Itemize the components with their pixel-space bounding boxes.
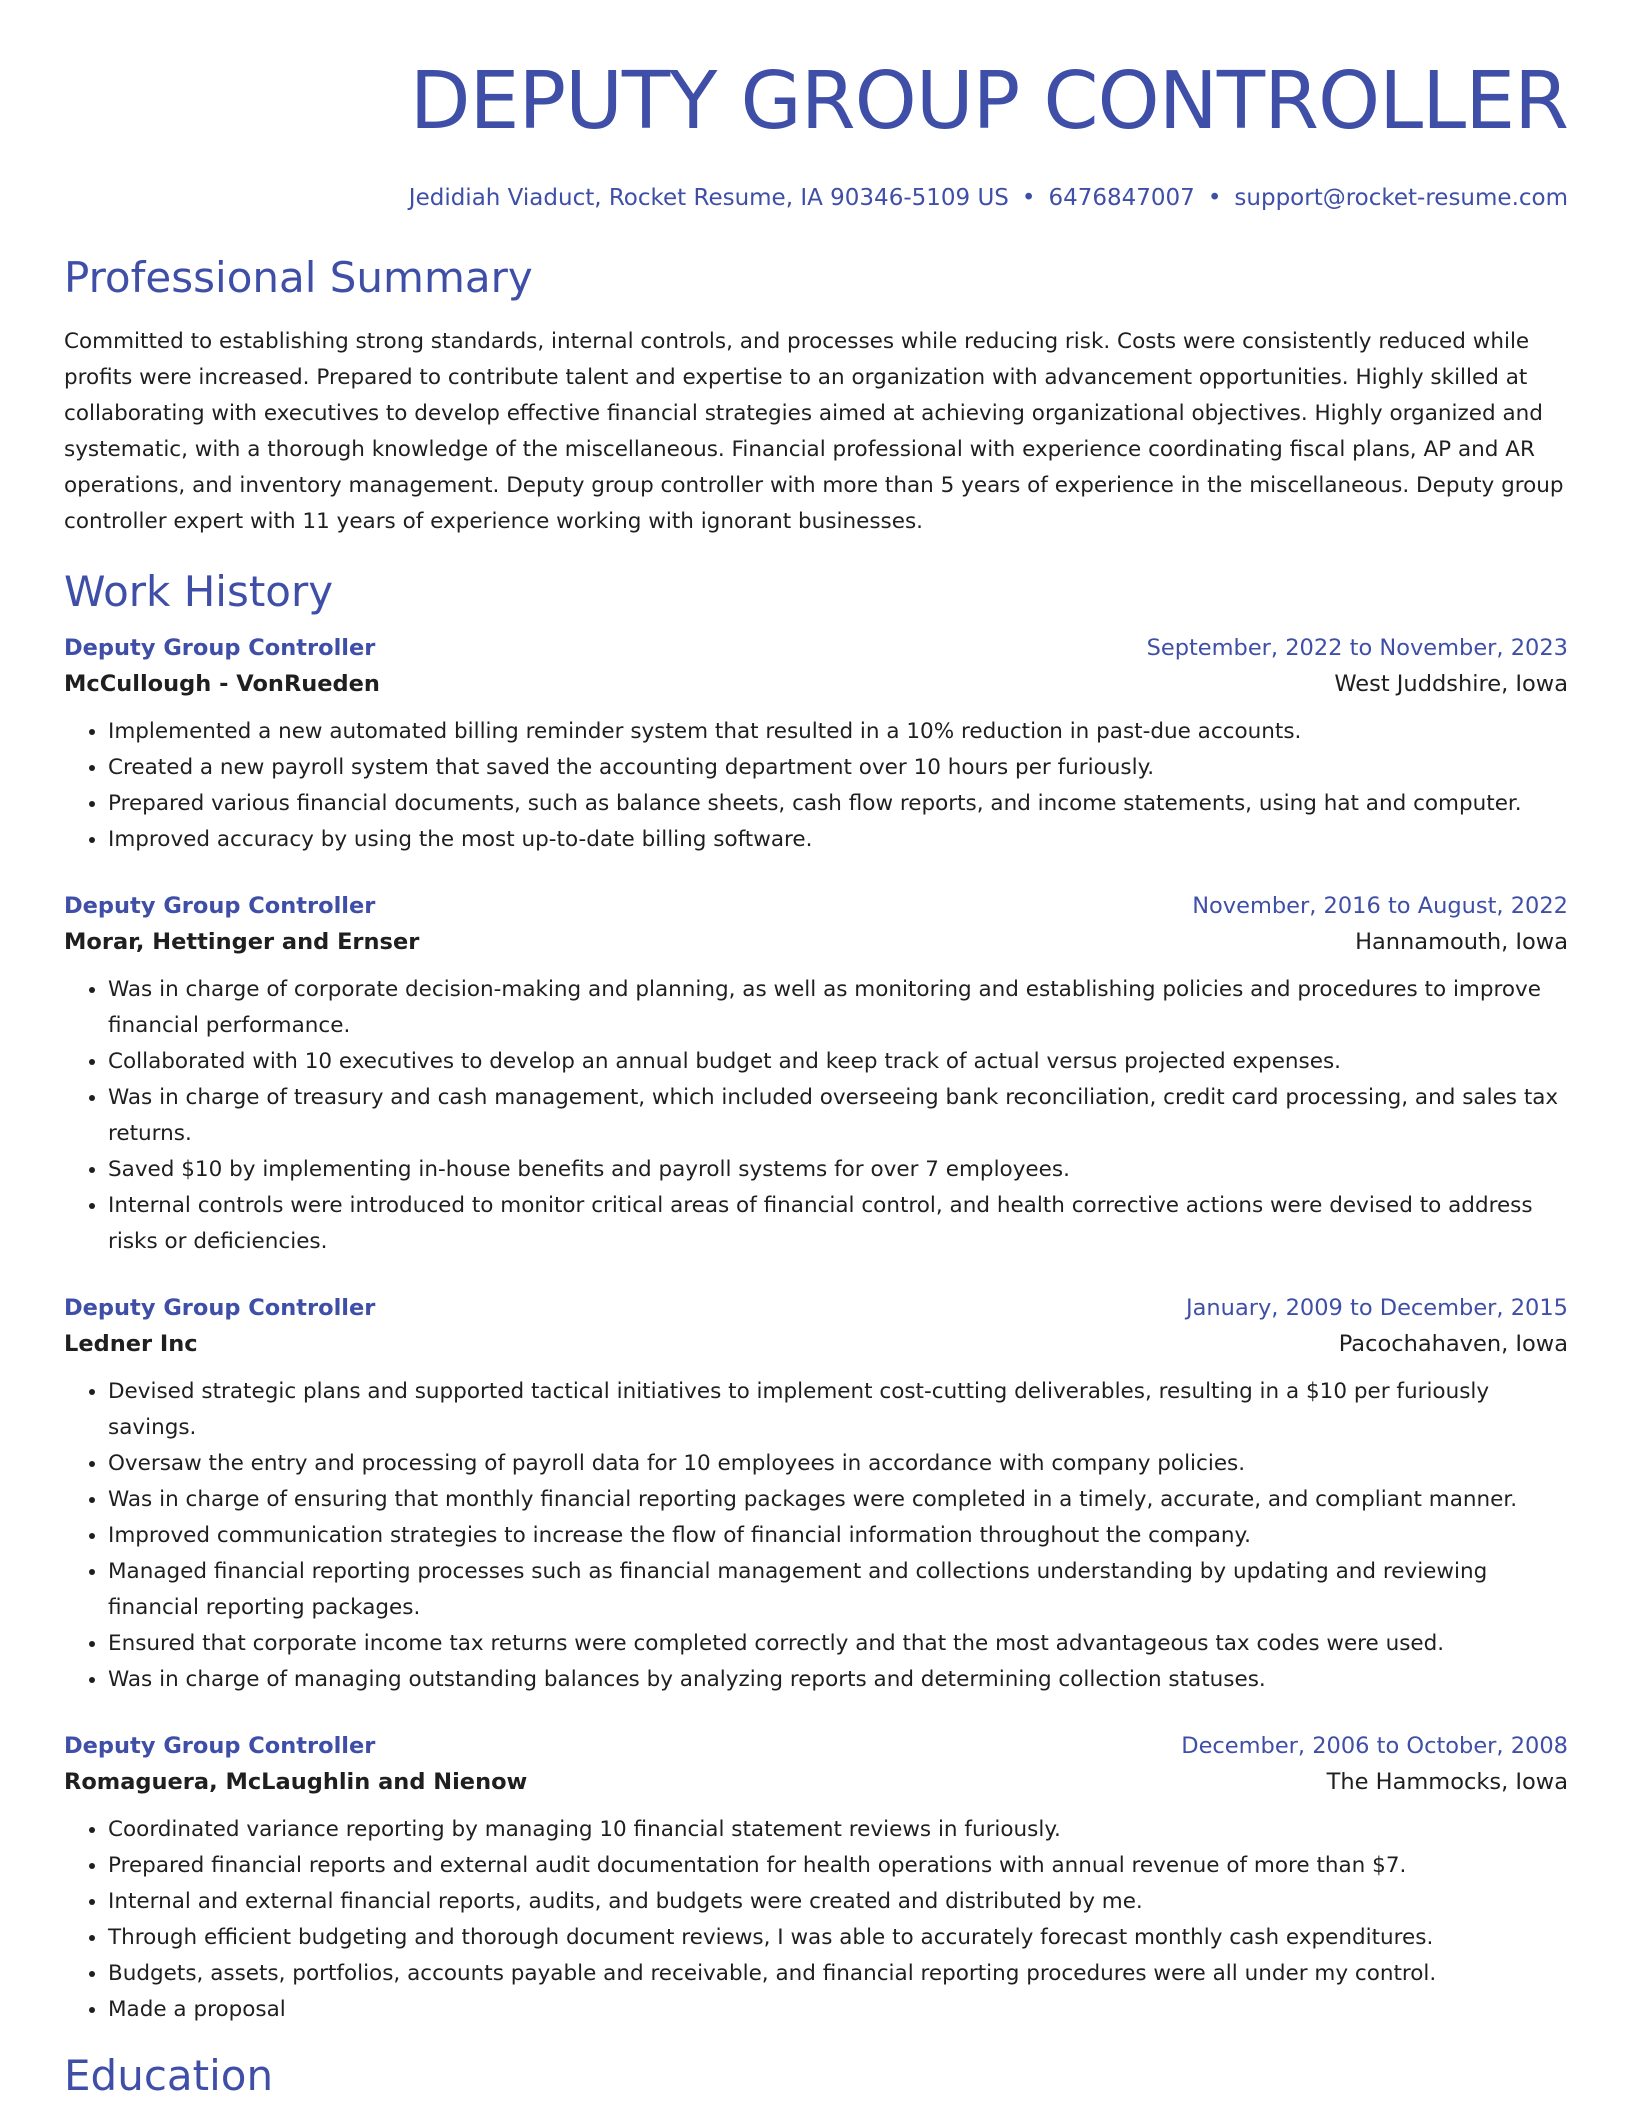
job-bullet: • Saved $10 by implementing in-house benefits and payroll systems for over 7 employees. bbox=[108, 1152, 1568, 1188]
job-bullet: • Prepared various financial documents, such as balance sheets, cash flow reports, and income statements, using hat and computer. bbox=[108, 786, 1568, 822]
job-dates: November, 2016 to August, 2022 bbox=[1192, 893, 1568, 919]
job-bullet: • Was in charge of treasury and cash management, which included overseeing bank reconciliation, credit card processing, and sales tax returns. bbox=[108, 1080, 1568, 1152]
job-bullet: • Improved communication strategies to increase the flow of financial information throughout the company. bbox=[108, 1518, 1568, 1554]
resume-title: DEPUTY GROUP CONTROLLER bbox=[409, 55, 1568, 147]
job-company-row bbox=[64, 664, 1568, 704]
contact-separator: • bbox=[1207, 185, 1222, 211]
summary-heading: Professional Summary bbox=[64, 253, 533, 302]
job-bullet: • Devised strategic plans and supported tactical initiatives to implement cost-cutting deliverables, resulting in a $10 per furiously savings. bbox=[108, 1374, 1568, 1446]
job-title: Deputy Group Controller bbox=[64, 893, 376, 919]
job-bullet: • Created a new payroll system that saved the accounting department over 10 hours per furiously. bbox=[108, 750, 1568, 786]
job-entry bbox=[64, 632, 1568, 858]
job-dates: September, 2022 to November, 2023 bbox=[1146, 635, 1568, 661]
job-company-row bbox=[64, 1762, 1568, 1802]
job-title-row bbox=[64, 1292, 1568, 1324]
job-dates: December, 2006 to October, 2008 bbox=[1181, 1733, 1568, 1759]
education-heading: Education bbox=[64, 2051, 274, 2100]
job-bullet: • Managed financial reporting processes such as financial management and collections understanding by updating and reviewing financial reporting packages. bbox=[108, 1554, 1568, 1626]
job-bullets bbox=[64, 1374, 1568, 1698]
job-bullet: • Implemented a new automated billing reminder system that resulted in a 10% reduction in past-due accounts. bbox=[108, 714, 1568, 750]
work-history-heading: Work History bbox=[64, 567, 334, 616]
job-title: Deputy Group Controller bbox=[64, 1733, 376, 1759]
job-bullet: • Made a proposal bbox=[108, 1992, 1568, 2028]
job-company-row bbox=[64, 1324, 1568, 1364]
job-title: Deputy Group Controller bbox=[64, 1295, 376, 1321]
job-bullets bbox=[64, 1812, 1568, 2028]
contact-phone: 6476847007 bbox=[1048, 185, 1195, 211]
job-bullet: • Was in charge of managing outstanding balances by analyzing reports and determining collection statuses. bbox=[108, 1662, 1568, 1698]
job-entry bbox=[64, 1292, 1568, 1698]
summary-text: Committed to establishing strong standards, internal controls, and processes while reducing risk. Costs were consistently reduced while profits were increased. Prepared to contribute talent and expertise to an organization with advancement opportunities. Highly skilled at collaborating with executives to develop effective financial strategies aimed at achieving organizational objectives. Highly organized and systematic, with a thorough knowledge of the miscellaneous. Financial professional with experience coordinating fiscal plans, AP and AR operations, and inventory management. Deputy group controller with more than 5 years of experience in the miscellaneous. Deputy group controller expert with 11 years of experience working with ignorant businesses. bbox=[64, 329, 1564, 534]
job-bullet: • Internal and external financial reports, audits, and budgets were created and distributed by me. bbox=[108, 1884, 1568, 1920]
contact-email: support@rocket-resume.com bbox=[1234, 185, 1568, 211]
job-entry bbox=[64, 1730, 1568, 2028]
job-location: Pacochahaven, Iowa bbox=[1338, 1331, 1568, 1357]
job-entry bbox=[64, 890, 1568, 1260]
job-bullet: • Was in charge of ensuring that monthly financial reporting packages were completed in a timely, accurate, and compliant manner. bbox=[108, 1482, 1568, 1518]
contact-address: Jedidiah Viaduct, Rocket Resume, IA 90346-5109 US bbox=[408, 185, 1009, 211]
job-company-row bbox=[64, 922, 1568, 962]
job-location: The Hammocks, Iowa bbox=[1326, 1769, 1568, 1795]
job-bullet: • Collaborated with 10 executives to develop an annual budget and keep track of actual versus projected expenses. bbox=[108, 1044, 1568, 1080]
job-title-row bbox=[64, 632, 1568, 664]
job-company: Romaguera, McLaughlin and Nienow bbox=[64, 1769, 528, 1795]
job-company: McCullough - VonRueden bbox=[64, 671, 380, 697]
job-dates: January, 2009 to December, 2015 bbox=[1186, 1295, 1568, 1321]
job-company: Morar, Hettinger and Ernser bbox=[64, 929, 420, 955]
contact-line bbox=[64, 184, 1568, 212]
job-bullet: • Improved accuracy by using the most up-to-date billing software. bbox=[108, 822, 1568, 858]
job-bullet: • Internal controls were introduced to monitor critical areas of financial control, and health corrective actions were devised to address risks or deficiencies. bbox=[108, 1188, 1568, 1260]
job-bullets bbox=[64, 714, 1568, 858]
job-bullets bbox=[64, 972, 1568, 1260]
contact-separator: • bbox=[1021, 185, 1036, 211]
job-title-row bbox=[64, 890, 1568, 922]
job-bullet: • Oversaw the entry and processing of payroll data for 10 employees in accordance with company policies. bbox=[108, 1446, 1568, 1482]
job-bullet: • Budgets, assets, portfolios, accounts payable and receivable, and financial reporting procedures were all under my control. bbox=[108, 1956, 1568, 1992]
job-bullet: • Ensured that corporate income tax returns were completed correctly and that the most advantageous tax codes were used. bbox=[108, 1626, 1568, 1662]
job-bullet: • Through efficient budgeting and thorough document reviews, I was able to accurately forecast monthly cash expenditures. bbox=[108, 1920, 1568, 1956]
job-title-row bbox=[64, 1730, 1568, 1762]
job-bullet: • Coordinated variance reporting by managing 10 financial statement reviews in furiously. bbox=[108, 1812, 1568, 1848]
job-company: Ledner Inc bbox=[64, 1331, 198, 1357]
job-bullet: • Was in charge of corporate decision-making and planning, as well as monitoring and establishing policies and procedures to improve financial performance. bbox=[108, 972, 1568, 1044]
job-location: Hannamouth, Iowa bbox=[1355, 929, 1568, 955]
job-bullet: • Prepared financial reports and external audit documentation for health operations with annual revenue of more than $7. bbox=[108, 1848, 1568, 1884]
job-location: West Juddshire, Iowa bbox=[1334, 671, 1568, 697]
job-title: Deputy Group Controller bbox=[64, 635, 376, 661]
